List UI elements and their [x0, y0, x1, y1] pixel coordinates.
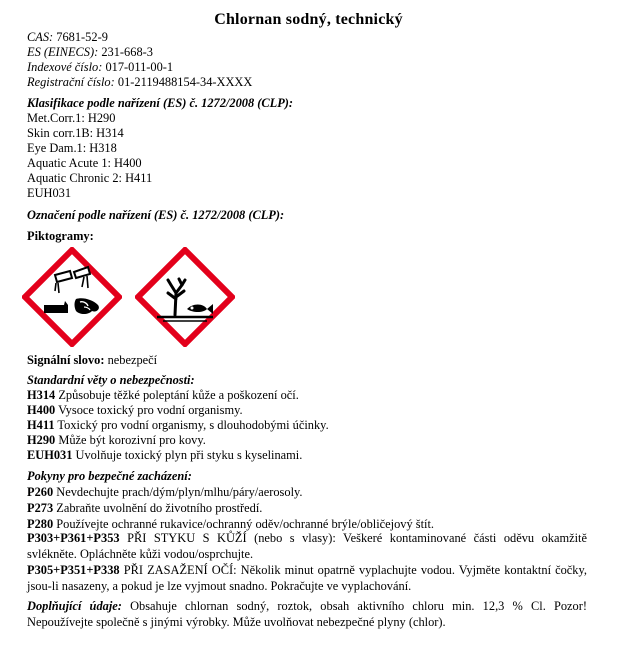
page-title: Chlornan sodný, technický: [214, 11, 403, 28]
classification-item: Aquatic Acute 1: H400: [27, 156, 142, 170]
precautionary-statement: [27, 531, 587, 562]
cas-label: CAS:: [27, 30, 54, 44]
hazard-code: H314: [27, 388, 56, 402]
cas-line: [27, 30, 108, 45]
precautionary-statement: [27, 517, 434, 532]
hazard-text: Uvolňuje toxický plyn při styku s kyselinami.: [72, 448, 303, 462]
precautionary-text: Nevdechujte prach/dým/plyn/mlhu/páry/aerosoly.: [53, 485, 303, 499]
hazard-code: H411: [27, 418, 55, 432]
es-line: [27, 45, 153, 60]
precautionary-heading: Pokyny pro bezpečné zacházení:: [27, 469, 192, 483]
signal-word-line: [27, 353, 157, 368]
hazard-statement: [27, 388, 299, 403]
precautionary-statement: [27, 563, 587, 594]
es-value: 231-668-3: [101, 45, 153, 59]
precautionary-code: P280: [27, 517, 54, 531]
hazard-statement: [27, 433, 206, 448]
hazard-text: Způsobuje těžké poleptání kůže a poškození očí.: [55, 388, 299, 402]
precautionary-statement: [27, 501, 262, 516]
hazard-statement: [27, 448, 302, 463]
index-line: [27, 60, 173, 75]
hazard-code: H400: [27, 403, 56, 417]
hazard-statement: [27, 418, 329, 433]
classification-item: Eye Dam.1: H318: [27, 141, 117, 155]
classification-item: Met.Corr.1: H290: [27, 111, 116, 125]
cas-value: 7681-52-9: [56, 30, 108, 44]
index-value: 017-011-00-1: [105, 60, 174, 74]
index-label: Indexové číslo:: [27, 60, 103, 74]
classification-item: Skin corr.1B: H314: [27, 126, 124, 140]
precautionary-code: P303+P361+P353: [27, 531, 120, 545]
registration-label: Registrační číslo:: [27, 75, 115, 89]
precautionary-code: P305+P351+P338: [27, 563, 120, 577]
corrosion-pictogram-icon: [22, 247, 122, 347]
supplementary-info: [27, 599, 587, 630]
supplementary-text: Obsahuje chlornan sodný, roztok, obsah aktivního chloru min. 12,3 % Cl. Pozor! Nepoužívejte společně s jinými výrobky. Může uvolňovat nebezpečné plyny (chlor).: [27, 599, 587, 629]
hazard-text: Může být korozivní pro kovy.: [55, 433, 206, 447]
hazard-code: EUH031: [27, 448, 73, 462]
signal-word-value: nebezpečí: [104, 353, 158, 367]
registration-line: [27, 75, 252, 90]
environment-pictogram-icon: [135, 247, 235, 347]
labelling-heading: Označení podle nařízení (ES) č. 1272/2008 (CLP):: [27, 208, 285, 222]
es-label: ES (EINECS):: [27, 45, 99, 59]
precautionary-statement: [27, 485, 303, 500]
classification-heading: Klasifikace podle nařízení (ES) č. 1272/2008 (CLP):: [27, 96, 294, 110]
precautionary-text: PŘI ZASAŽENÍ OČÍ: Několik minut opatrně vyplachujte vodou. Vyjměte kontaktní čočky, jsou-li nasazeny, a pokud je lze vyjmout snadno. Pokračujte ve vyplachování.: [27, 563, 587, 593]
precautionary-text: PŘI STYKU S KŮŽÍ (nebo s vlasy): Veškeré kontaminované části oděvu okamžitě svlékněte. Opláchněte kůži vodou/osprchujte.: [27, 531, 587, 561]
hazard-code: H290: [27, 433, 56, 447]
precautionary-code: P273: [27, 501, 54, 515]
pictograms-heading: Piktogramy:: [27, 229, 94, 243]
classification-item: Aquatic Chronic 2: H411: [27, 171, 153, 185]
signal-word-label: Signální slovo:: [27, 353, 105, 367]
precautionary-code: P260: [27, 485, 54, 499]
hazard-text: Toxický pro vodní organismy, s dlouhodobými účinky.: [54, 418, 329, 432]
classification-item: EUH031: [27, 186, 72, 200]
registration-value: 01-2119488154-34-XXXX: [117, 75, 253, 89]
precautionary-text: Zabraňte uvolnění do životního prostředí.: [53, 501, 263, 515]
hazard-statements-heading: Standardní věty o nebezpečnosti:: [27, 373, 195, 387]
supplementary-label: Doplňující údaje:: [27, 599, 122, 613]
hazard-text: Vysoce toxický pro vodní organismy.: [55, 403, 243, 417]
precautionary-text: Používejte ochranné rukavice/ochranný oděv/ochranné brýle/obličejový štít.: [53, 517, 435, 531]
hazard-statement: [27, 403, 243, 418]
